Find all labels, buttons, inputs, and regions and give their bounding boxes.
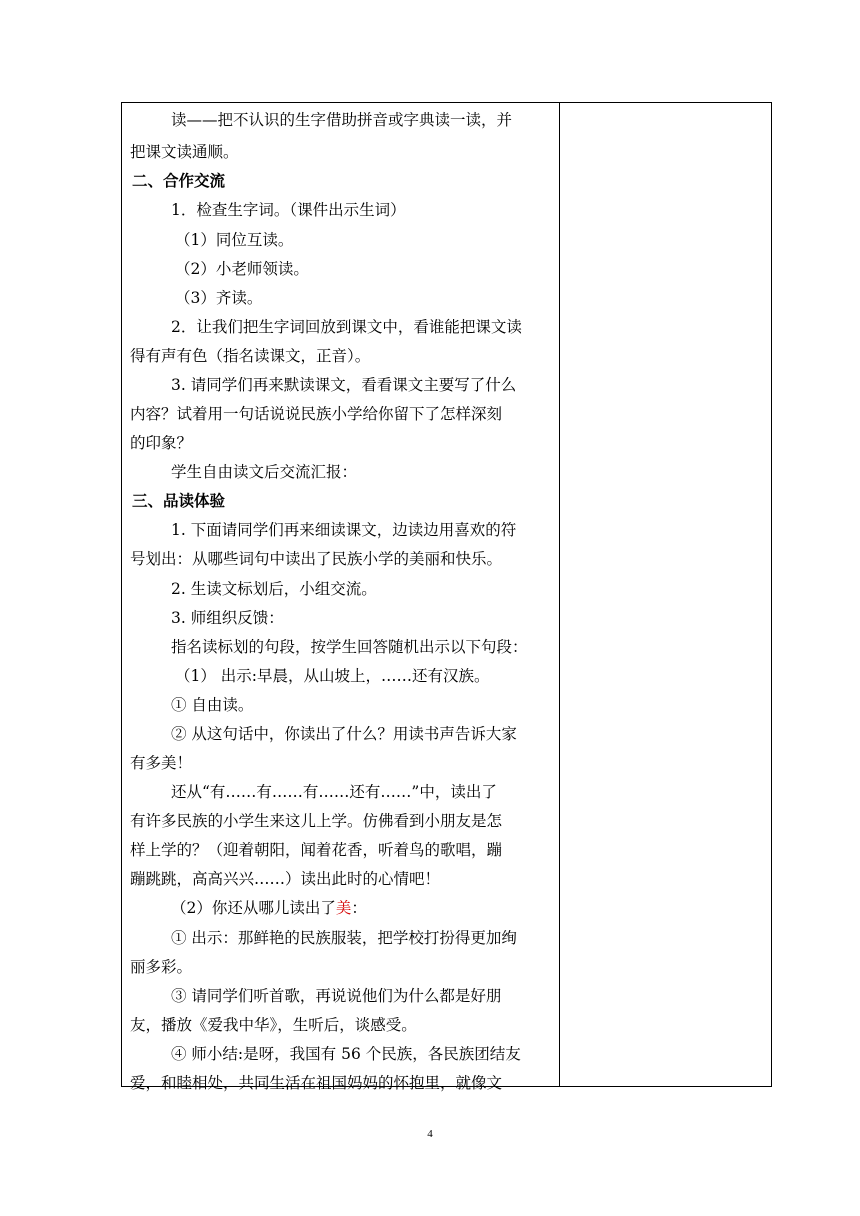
text-line: 读——把不认识的生字借助拼音或字典读一读，并: [171, 111, 513, 129]
text-line: 号划出：从哪些词句中读出了民族小学的美丽和快乐。: [130, 550, 503, 568]
text-line: （2）小老师领读。: [175, 260, 309, 278]
highlighted-word: 美: [335, 899, 352, 917]
text-line: ② 从这句话中，你读出了什么？用读书声告诉大家: [171, 725, 517, 743]
column-divider: [559, 103, 560, 1086]
text-line: [171, 894, 367, 923]
text-line: 1. 下面请同学们再来细读课文，边读边用喜欢的符: [171, 521, 517, 539]
text-line: 得有声有色（指名读课文，正音）。: [130, 347, 371, 365]
text-line: （1）同位互读。: [175, 231, 294, 249]
text-line: 学生自由读文后交流汇报：: [171, 463, 358, 481]
page-number: 4: [427, 1128, 433, 1140]
text-line: ③ 请同学们听首歌，再说说他们为什么都是好朋: [171, 987, 502, 1005]
text-line-colon: ：: [351, 899, 367, 917]
text-line: 爱，和睦相处，共同生活在祖国妈妈的怀抱里，就像文: [130, 1074, 503, 1092]
text-line: 内容？试着用一句话说说民族小学给你留下了怎样深刻: [130, 405, 503, 423]
text-line: 3. 师组织反馈：: [171, 609, 284, 627]
section-heading: 三、品读体验: [132, 492, 226, 510]
text-line: 2．让我们把生字词回放到课文中，看谁能把课文读: [171, 318, 522, 336]
text-line: ① 出示：那鲜艳的民族服装，把学校打扮得更加绚: [171, 929, 517, 947]
text-line: 1．检查生字词。（课件出示生词）: [171, 201, 406, 219]
text-line: 友，播放《爱我中华》，生听后，谈感受。: [130, 1016, 417, 1034]
text-line: 的印象？: [130, 434, 193, 452]
text-line: 丽多彩。: [130, 958, 193, 976]
text-line: （1） 出示:早晨，从山坡上，……还有汉族。: [175, 667, 490, 685]
text-line: 蹦跳跳，高高兴兴……）读出此时的心情吧！: [130, 870, 441, 888]
text-line: 把课文读通顺。: [130, 143, 239, 161]
text-line: 样上学的？（迎着朝阳，闻着花香，听着鸟的歌唱，蹦: [130, 841, 503, 859]
text-line: ④ 师小结:是呀，我国有 56 个民族，各民族团结友: [171, 1045, 521, 1063]
text-line: 指名读标划的句段，按学生回答随机出示以下句段：: [171, 638, 528, 656]
lesson-table: [121, 102, 772, 1092]
text-line: 3. 请同学们再来默读课文，看看课文主要写了什么: [171, 376, 517, 394]
text-line: 2. 生读文标划后，小组交流。: [171, 580, 377, 598]
text-line: 有许多民族的小学生来这儿上学。仿佛看到小朋友是怎: [130, 812, 503, 830]
text-line: 还从“有……有……有……还有……”中，读出了: [171, 783, 497, 801]
text-line-main: （2）你还从哪儿读出了: [171, 899, 336, 917]
section-heading: 二、合作交流: [132, 172, 226, 190]
text-line: ① 自由读。: [171, 696, 254, 714]
text-line: 有多美！: [130, 754, 193, 772]
text-line: （3）齐读。: [175, 289, 263, 307]
